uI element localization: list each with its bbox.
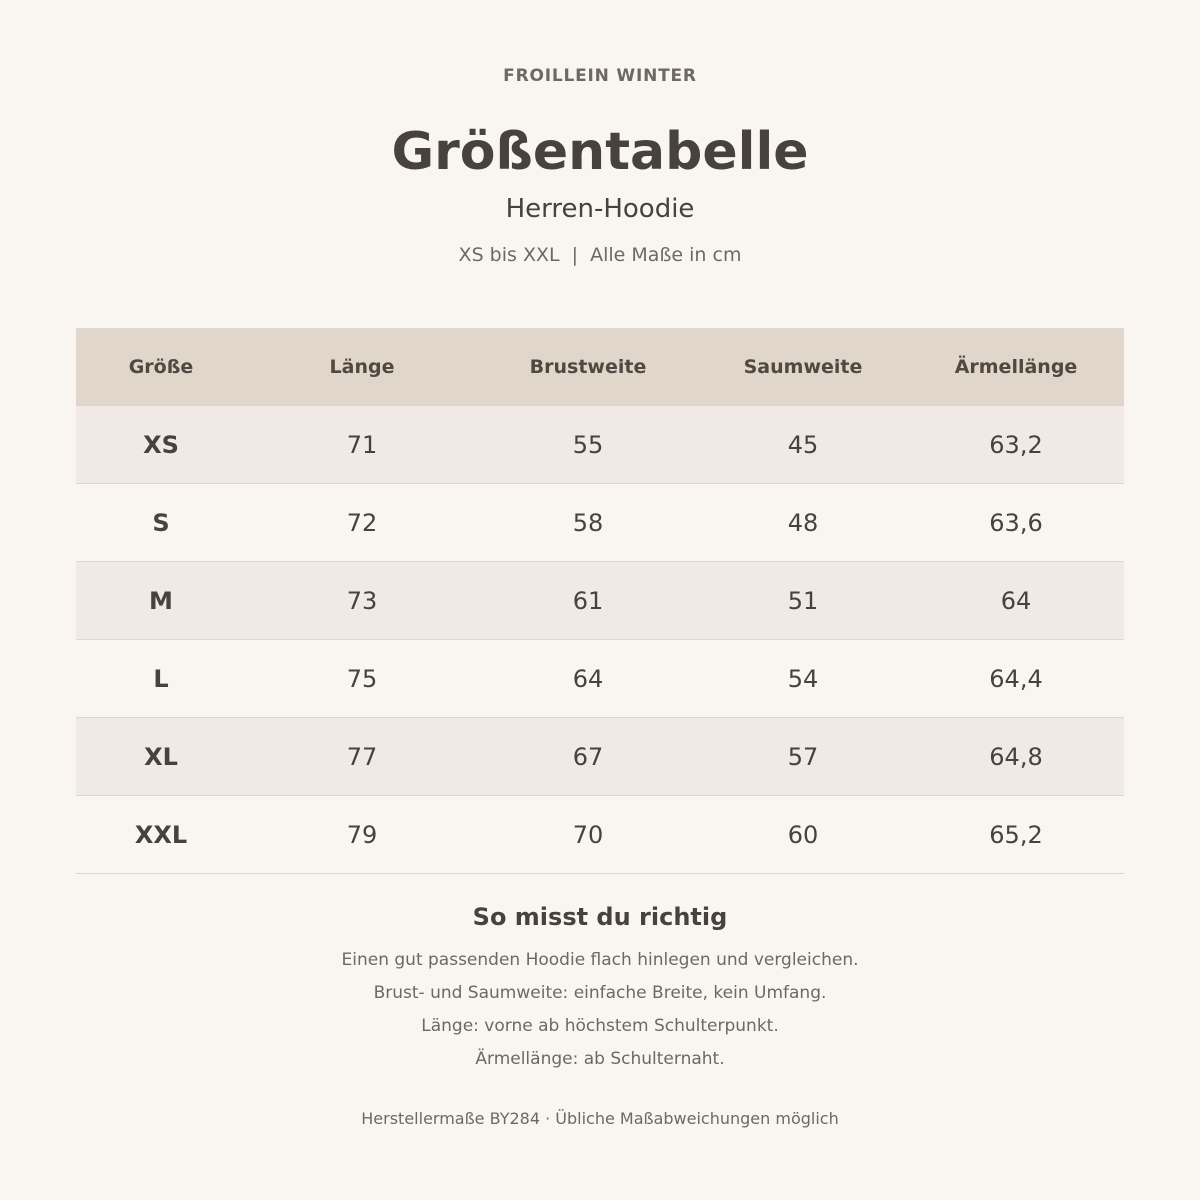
hem-width-cell: 45 [698, 406, 908, 484]
length-cell: 73 [246, 562, 478, 640]
brand-name: FROILLEIN WINTER [503, 66, 697, 86]
header-size: Größe [76, 328, 246, 406]
size-cell: L [76, 640, 246, 718]
hem-width-cell: 48 [698, 484, 908, 562]
measuring-guide-line: Länge: vorne ab höchstem Schulterpunkt. [421, 1016, 779, 1036]
table-row [76, 796, 1124, 874]
table-row [76, 484, 1124, 562]
header-chest-width: Brustweite [478, 328, 698, 406]
length-cell: 72 [246, 484, 478, 562]
table-row [76, 718, 1124, 796]
measuring-guide-line: Ärmellänge: ab Schulternaht. [475, 1049, 725, 1069]
table-row [76, 640, 1124, 718]
hem-width-cell: 57 [698, 718, 908, 796]
size-cell: XS [76, 406, 246, 484]
size-cell: M [76, 562, 246, 640]
length-cell: 71 [246, 406, 478, 484]
size-cell: S [76, 484, 246, 562]
sleeve-length-cell: 65,2 [908, 796, 1124, 874]
size-cell: XL [76, 718, 246, 796]
size-range-note: XS bis XXL | Alle Maße in cm [458, 244, 742, 266]
page-subtitle: Herren-Hoodie [505, 194, 695, 224]
hem-width-cell: 51 [698, 562, 908, 640]
footer-note: Herstellermaße BY284 · Übliche Maßabweichungen möglich [361, 1109, 839, 1128]
size-chart-table [76, 328, 1124, 874]
sleeve-length-cell: 63,6 [908, 484, 1124, 562]
page-title: Größentabelle [391, 122, 809, 182]
chest-width-cell: 61 [478, 562, 698, 640]
sleeve-length-cell: 64,4 [908, 640, 1124, 718]
header-hem-width: Saumweite [698, 328, 908, 406]
table-row [76, 406, 1124, 484]
header-sleeve-length: Ärmellänge [908, 328, 1124, 406]
length-cell: 77 [246, 718, 478, 796]
table-header-row [76, 328, 1124, 406]
size-cell: XXL [76, 796, 246, 874]
measuring-guide [0, 948, 1200, 1080]
measuring-guide-title: So misst du richtig [472, 903, 728, 931]
chest-width-cell: 64 [478, 640, 698, 718]
chest-width-cell: 70 [478, 796, 698, 874]
sleeve-length-cell: 63,2 [908, 406, 1124, 484]
measuring-guide-line: Brust- und Saumweite: einfache Breite, kein Umfang. [373, 983, 827, 1003]
sleeve-length-cell: 64,8 [908, 718, 1124, 796]
sleeve-length-cell: 64 [908, 562, 1124, 640]
chest-width-cell: 55 [478, 406, 698, 484]
length-cell: 79 [246, 796, 478, 874]
hem-width-cell: 54 [698, 640, 908, 718]
hem-width-cell: 60 [698, 796, 908, 874]
chest-width-cell: 67 [478, 718, 698, 796]
measuring-guide-line: Einen gut passenden Hoodie flach hinlegen und vergleichen. [341, 950, 859, 970]
header-length: Länge [246, 328, 478, 406]
length-cell: 75 [246, 640, 478, 718]
chest-width-cell: 58 [478, 484, 698, 562]
table-row [76, 562, 1124, 640]
